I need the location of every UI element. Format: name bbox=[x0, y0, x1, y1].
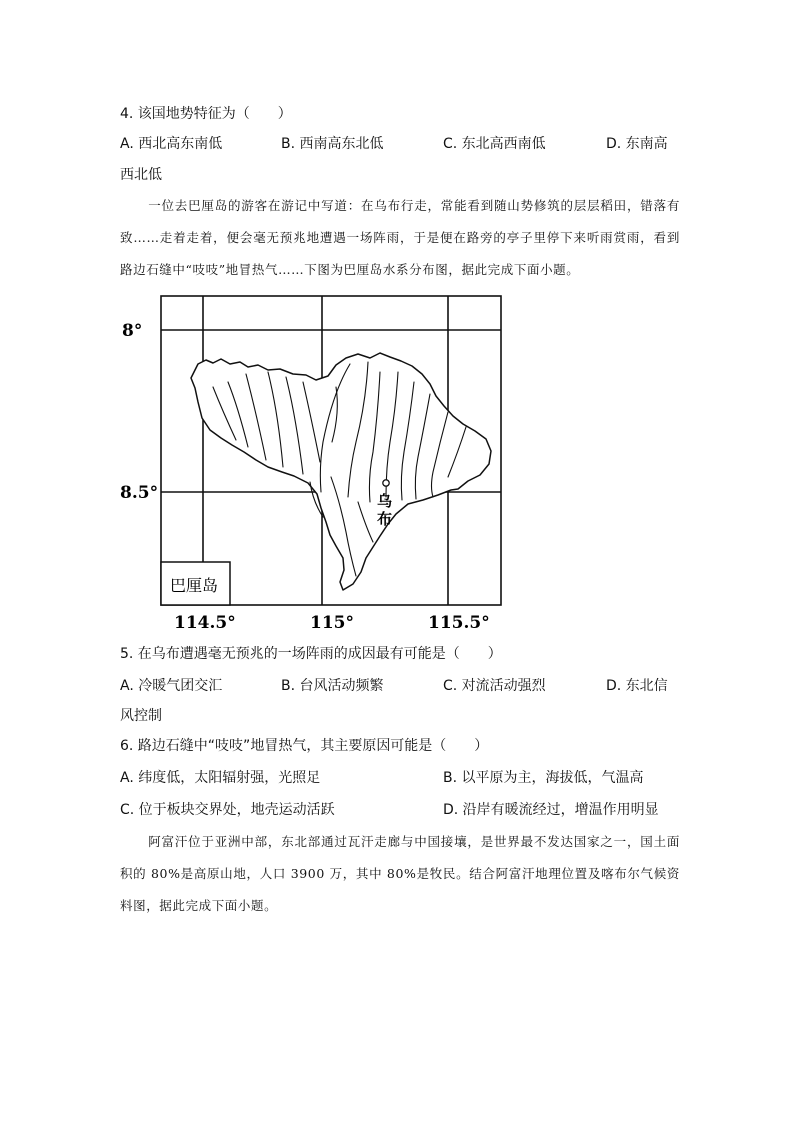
lat-label-8: 8° bbox=[122, 321, 143, 341]
lon-label-114-5: 114.5° bbox=[174, 613, 236, 633]
q6-option-d[interactable]: D. 沿岸有暖流经过，增温作用明显 bbox=[443, 802, 659, 818]
q5-option-c[interactable]: C. 对流活动强烈 bbox=[443, 678, 546, 694]
ubud-label-char-2: 布 bbox=[377, 510, 393, 528]
q4-stem: 4. 该国地势特征为（ ） bbox=[120, 106, 292, 122]
passage-afghanistan-text: 阿富汗位于亚洲中部，东北部通过瓦汗走廊与中国接壤，是世界最不发达国家之一，国土面积的 80%是高原山地，人口 3900 万，其中 80%是牧民。结合阿富汗地理位置及喀布尔气候资料图，据此完成下面小题。 bbox=[120, 834, 680, 913]
q4-option-d[interactable]: D. 东南高 bbox=[606, 136, 668, 152]
passage-bali-text: 一位去巴厘岛的游客在游记中写道：在乌布行走，常能看到随山势修筑的层层稻田，错落有致……走着走着，便会毫无预兆地遭遇一场阵雨，于是便在路旁的亭子里停下来听雨赏雨，看到路边石缝中“吱吱”地冒热气……下图为巴厘岛水系分布图，据此完成下面小题。 bbox=[120, 198, 680, 277]
bali-river-map bbox=[118, 292, 506, 633]
q4-option-a[interactable]: A. 西北高东南低 bbox=[120, 136, 223, 152]
passage-afghanistan bbox=[120, 826, 680, 922]
lat-label-8-5: 8.5° bbox=[120, 483, 159, 503]
q5-option-a[interactable]: A. 冷暖气团交汇 bbox=[120, 678, 223, 694]
q5-option-d[interactable]: D. 东北信 bbox=[606, 678, 668, 694]
passage-bali bbox=[120, 190, 680, 286]
q5-stem: 5. 在乌布遭遇毫无预兆的一场阵雨的成因最有可能是（ ） bbox=[120, 646, 502, 662]
ubud-marker bbox=[383, 480, 389, 486]
island-name-label: 巴厘岛 bbox=[170, 576, 219, 595]
bali-island bbox=[191, 353, 491, 590]
q5-option-d-wrap: 风控制 bbox=[120, 708, 162, 724]
q6-option-b[interactable]: B. 以平原为主，海拔低，气温高 bbox=[443, 770, 644, 786]
q6-option-a[interactable]: A. 纬度低，太阳辐射强，光照足 bbox=[120, 770, 321, 786]
q4-option-c[interactable]: C. 东北高西南低 bbox=[443, 136, 546, 152]
q5-option-b[interactable]: B. 台风活动频繁 bbox=[281, 678, 384, 694]
lon-label-115-5: 115.5° bbox=[428, 613, 490, 633]
q4-option-d-wrap: 西北低 bbox=[120, 167, 162, 183]
island-outline bbox=[191, 353, 491, 590]
q6-stem: 6. 路边石缝中“吱吱”地冒热气，其主要原因可能是（ ） bbox=[120, 738, 489, 754]
lon-label-115: 115° bbox=[310, 613, 354, 633]
q4-option-b[interactable]: B. 西南高东北低 bbox=[281, 136, 384, 152]
ubud-label-char-1: 乌 bbox=[377, 492, 393, 510]
q6-option-c[interactable]: C. 位于板块交界处，地壳运动活跃 bbox=[120, 802, 335, 818]
